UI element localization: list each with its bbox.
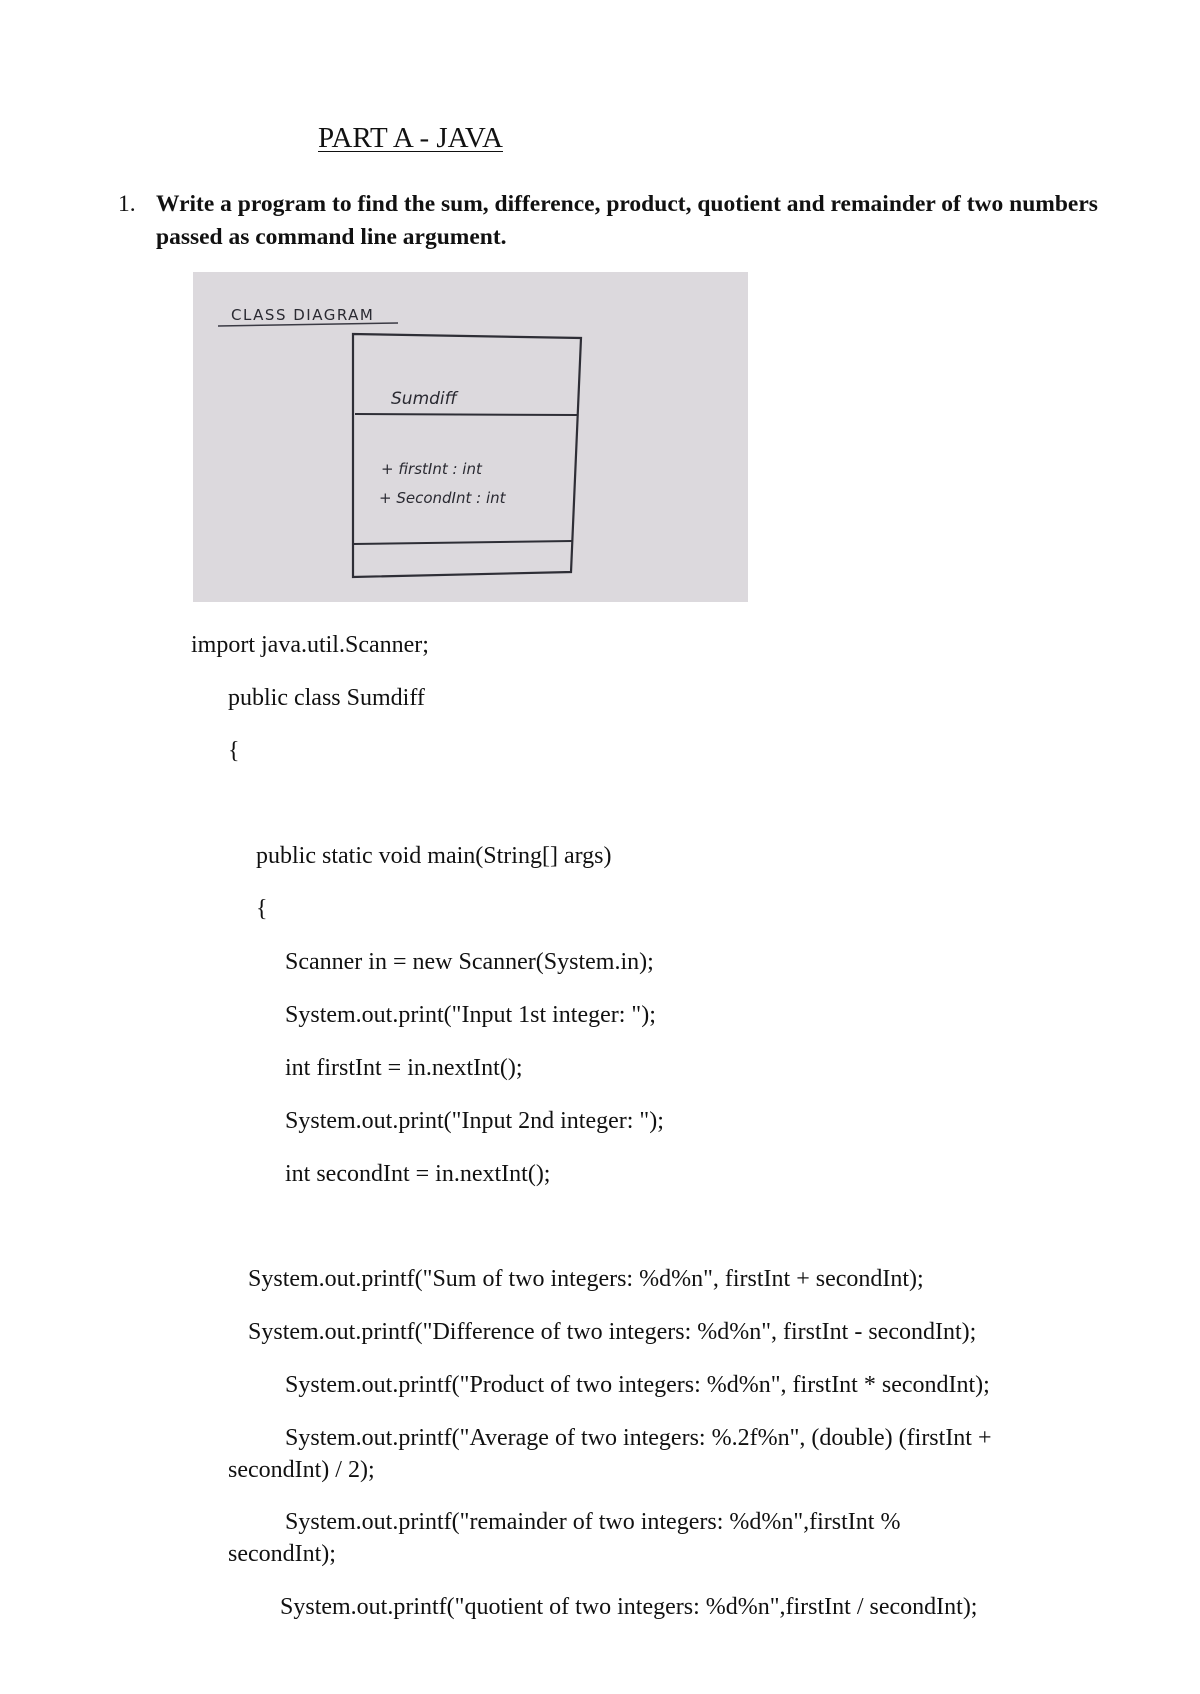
code-line-read-2: int secondInt = in.nextInt(); [285, 1161, 551, 1187]
code-line-read-1: int firstInt = in.nextInt(); [285, 1055, 523, 1081]
code-line-product: System.out.printf("Product of two integers: %d%n", firstInt * secondInt); [285, 1372, 990, 1398]
code-line-average-2: secondInt) / 2); [228, 1457, 375, 1483]
class-diagram-drawing [193, 272, 748, 602]
question-text: Write a program to find the sum, difference, product, quotient and remainder of two numbers passed as command line argument. [156, 191, 1098, 250]
code-line-scanner: Scanner in = new Scanner(System.in); [285, 949, 654, 975]
class-name: Sumdiff [391, 389, 457, 409]
attribute-second-int: + SecondInt : int [379, 489, 506, 507]
code-line-import: import java.util.Scanner; [191, 632, 429, 658]
class-name-divider [355, 414, 577, 415]
code-line-main-open: { [256, 896, 268, 922]
code-line-remainder-2: secondInt); [228, 1541, 336, 1567]
code-line-difference: System.out.printf("Difference of two integers: %d%n", firstInt - secondInt); [248, 1319, 977, 1345]
code-line-remainder-1: System.out.printf("remainder of two integers: %d%n",firstInt % [285, 1509, 901, 1535]
code-line-class-open: { [228, 738, 240, 764]
code-line-average-1: System.out.printf("Average of two integers: %.2f%n", (double) (firstInt + [285, 1425, 992, 1451]
class-diagram-photo [193, 272, 748, 602]
code-line-prompt-1: System.out.print("Input 1st integer: "); [285, 1002, 656, 1028]
page-title [318, 122, 503, 155]
code-line-quotient: System.out.printf("quotient of two integers: %d%n",firstInt / secondInt); [280, 1594, 978, 1620]
code-line-sum: System.out.printf("Sum of two integers: %d%n", firstInt + secondInt); [248, 1266, 924, 1292]
code-line-class-decl: public class Sumdiff [228, 685, 425, 711]
diagram-caption: CLASS DIAGRAM [231, 306, 375, 324]
question-1 [118, 188, 1138, 254]
attributes-divider [353, 541, 572, 544]
attribute-first-int: + firstInt : int [381, 460, 482, 478]
code-line-prompt-2: System.out.print("Input 2nd integer: "); [285, 1108, 664, 1134]
page-title-text: PART A - JAVA [318, 122, 503, 154]
code-line-main-decl: public static void main(String[] args) [256, 843, 612, 869]
question-number: 1. [118, 191, 136, 217]
